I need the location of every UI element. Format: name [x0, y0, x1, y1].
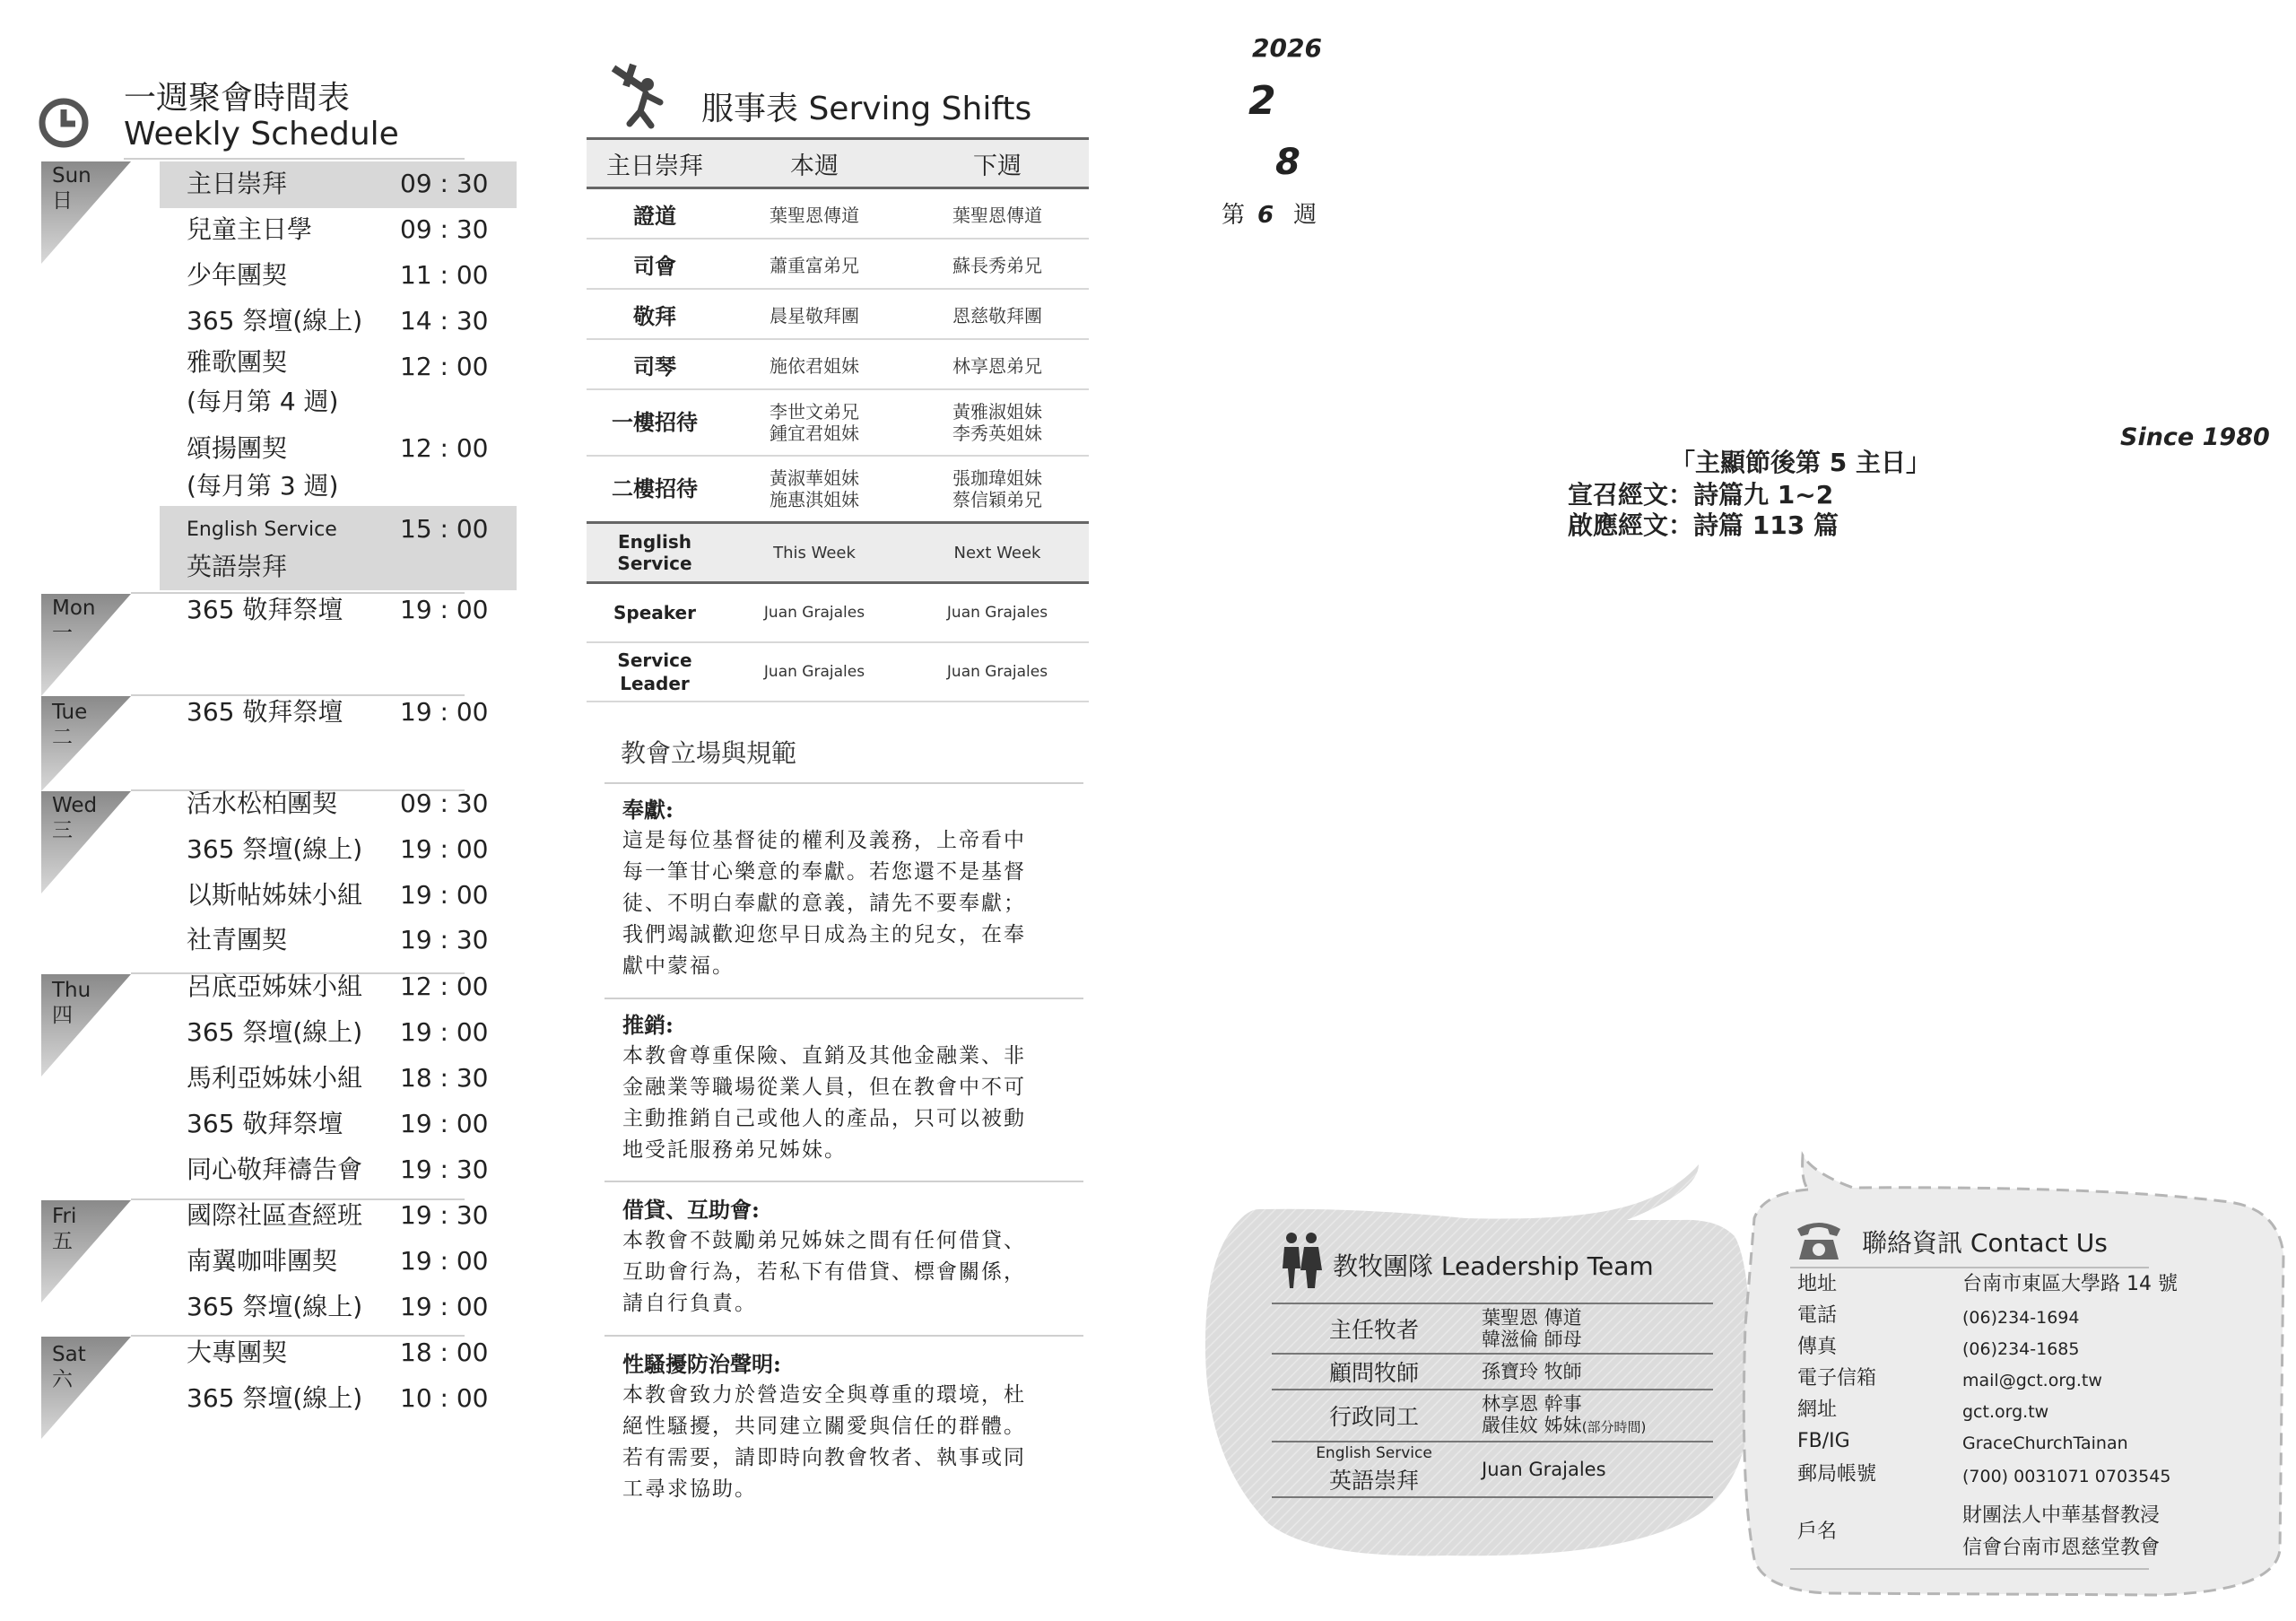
serving-en-header-row	[587, 523, 1089, 583]
leadership-table	[1272, 1303, 1713, 1498]
event-name: 365 祭壇(線上)	[187, 1292, 363, 1321]
contact-value: 信會台南市恩慈堂教會	[1962, 1537, 2161, 1559]
contact-value: (06)234-1694	[1962, 1308, 2080, 1328]
leadership-names	[1476, 1390, 1713, 1442]
policy-line: 本教會尊重保險、直銷及其他金融業、非	[622, 1044, 1026, 1068]
day-label-thu-zh: 四	[52, 1004, 73, 1027]
serving-role: 二樓招待	[587, 456, 723, 523]
leadership-role: 主任牧者	[1272, 1303, 1476, 1354]
event-time: 19 : 00	[400, 834, 489, 864]
day-label-sat-zh: 六	[52, 1368, 73, 1391]
table-row	[587, 583, 1089, 643]
serving-role: 司琴	[587, 339, 723, 389]
policy-line: 徒、不明白奉獻的意義，請先不要奉獻；	[622, 892, 1026, 915]
leader-name: 嚴佳妏 姊妹	[1482, 1415, 1582, 1436]
serving-role: 證道	[587, 188, 723, 240]
event-time: 19 : 30	[400, 925, 489, 954]
date-year: 2026	[1252, 33, 1322, 63]
serving-name: 黃雅淑姐妹	[952, 401, 1042, 423]
contact-value: (06)234-1685	[1962, 1339, 2080, 1359]
table-row	[587, 389, 1089, 456]
week-suffix: 週	[1293, 202, 1318, 229]
event-name: 社青團契	[187, 925, 288, 954]
event-name: 南翼咖啡團契	[187, 1246, 338, 1276]
day-label-thu-en: Thu	[52, 979, 91, 1002]
contact-label: 戶名	[1797, 1521, 1838, 1543]
event-time: 18 : 30	[400, 1063, 489, 1093]
event-name: 頌揚團契	[187, 433, 288, 463]
policy-body	[622, 1041, 1082, 1166]
policy-line: 本教會致力於營造安全與尊重的環境，杜	[622, 1383, 1026, 1407]
serving-title: 服事表 Serving Shifts	[701, 91, 1032, 127]
telephone-icon	[1794, 1216, 1844, 1263]
event-name: 365 祭壇(線上)	[187, 306, 363, 336]
event-time: 12 : 00	[400, 433, 489, 463]
serving-name: 李秀英姐妹	[952, 423, 1042, 444]
event-time: 19 : 00	[400, 697, 489, 727]
contact-value[interactable]: mail@gct.org.tw	[1962, 1371, 2102, 1390]
policy-rule	[604, 782, 1083, 784]
policy-line: 本教會不鼓勵弟兄姊妹之間有任何借貸、	[622, 1229, 1026, 1252]
event-name: 呂底亞姊妹小組	[187, 972, 363, 1001]
serving-name: 黃淑華姐妹	[770, 467, 859, 489]
table-row	[587, 239, 1089, 289]
leadership-role: 行政同工	[1272, 1390, 1476, 1442]
event-name: 365 敬拜祭壇	[187, 1109, 344, 1138]
serving-role: Service Leader	[587, 642, 723, 702]
table-row	[1272, 1354, 1713, 1390]
table-row	[587, 642, 1089, 702]
date-day: 8	[1275, 142, 1300, 183]
leader-name: 葉聖恩 傳道	[1482, 1307, 1582, 1329]
people-icon	[1281, 1231, 1324, 1290]
event-time: 19 : 00	[400, 595, 489, 624]
policy-line: 獻中蒙福。	[622, 954, 735, 978]
day-label-sat-en: Sat	[52, 1343, 86, 1366]
event-name: 365 敬拜祭壇	[187, 595, 344, 624]
policy-line: 互助會行為，若私下有借貸、標會關係，	[622, 1260, 1026, 1284]
table-row	[587, 188, 1089, 240]
policy-line: 我們竭誠歡迎您早日成為主的兒女，在奉	[622, 923, 1026, 946]
event-name: 雅歌團契	[187, 347, 288, 377]
policy-heading: 奉獻:	[622, 797, 674, 823]
week-prefix: 第	[1222, 202, 1246, 229]
serving-en-header: This Week	[723, 523, 906, 583]
serving-name: 蔡信穎弟兄	[952, 489, 1042, 510]
leader-note: (部分時間)	[1581, 1419, 1647, 1435]
leadership-role-en: English Service	[1316, 1444, 1432, 1462]
leader-name: 孫寶玲 牧師	[1482, 1361, 1582, 1382]
leadership-names	[1476, 1354, 1713, 1390]
serving-this-week: 施依君姐妹	[723, 339, 906, 389]
serving-name: 施惠淇姐妹	[770, 489, 859, 510]
event-name: 365 祭壇(線上)	[187, 1017, 363, 1047]
policy-line: 地受託服務弟兄姊妹。	[622, 1138, 847, 1162]
event-time: 11 : 00	[400, 260, 489, 290]
policy-line: 若有需要，請即時向教會牧者、執事或同	[622, 1446, 1026, 1469]
response-scripture: 啟應經文：詩篇 113 篇	[1568, 510, 1839, 540]
contact-value: 財團法人中華基督教浸	[1962, 1504, 2161, 1527]
serving-name: 張珈瑋姐妹	[952, 467, 1042, 489]
serving-table	[587, 137, 1089, 702]
contact-label: 地址	[1797, 1273, 1838, 1295]
serving-this-week: 蕭重富弟兄	[723, 239, 906, 289]
event-time: 14 : 30	[400, 306, 489, 336]
clock-icon	[38, 97, 90, 149]
table-row	[587, 339, 1089, 389]
event-name: 國際社區查經班	[187, 1200, 363, 1230]
date-week	[1222, 199, 1317, 231]
date-month: 2	[1248, 78, 1276, 124]
event-time: 19 : 00	[400, 880, 489, 910]
event-time: 09 : 30	[400, 214, 489, 244]
day-label-sun-en: Sun	[52, 164, 91, 187]
event-time: 18 : 00	[400, 1338, 489, 1367]
event-time: 10 : 00	[400, 1383, 489, 1413]
event-time: 09 : 30	[400, 789, 489, 818]
contact-rule	[1790, 1568, 2149, 1570]
table-row	[1272, 1442, 1713, 1497]
policy-body	[622, 1225, 1082, 1320]
event-name: 365 祭壇(線上)	[187, 834, 363, 864]
contact-value: (700) 0031071 0703545	[1962, 1467, 2171, 1486]
day-label-mon-en: Mon	[52, 597, 96, 620]
serving-role: Speaker	[587, 583, 723, 643]
policy-line: 請自行負責。	[622, 1292, 757, 1315]
table-row	[1272, 1390, 1713, 1442]
event-name: 365 祭壇(線上)	[187, 1383, 363, 1413]
policy-line: 每一筆甘心樂意的奉獻。若您還不是基督	[622, 860, 1026, 884]
table-row	[587, 456, 1089, 523]
leadership-names	[1476, 1303, 1713, 1354]
contact-value: 台南市東區大學路 14 號	[1962, 1273, 2178, 1295]
event-time: 12 : 00	[400, 352, 489, 381]
serving-this-week: 葉聖恩傳道	[723, 188, 906, 240]
serving-header: 主日崇拜	[587, 139, 723, 188]
policy-line: 工尋求協助。	[622, 1477, 757, 1501]
serving-header: 下週	[906, 139, 1089, 188]
contact-value: GraceChurchTainan	[1962, 1434, 2128, 1453]
day-label-tue-en: Tue	[52, 701, 88, 724]
serving-this-week: 晨星敬拜團	[723, 289, 906, 339]
day-label-tue-zh: 二	[52, 726, 73, 749]
policy-heading: 推銷:	[622, 1012, 674, 1038]
day-label-fri-en: Fri	[52, 1205, 77, 1228]
event-name: 以斯帖姊妹小組	[187, 880, 363, 910]
event-time: 19 : 00	[400, 1292, 489, 1321]
event-time: 09 : 30	[400, 169, 489, 198]
policy-title: 教會立場與規範	[621, 738, 797, 768]
policy-heading: 借貸、互助會:	[622, 1197, 760, 1223]
leadership-role: 顧問牧師	[1272, 1354, 1476, 1390]
serving-role: 敬拜	[587, 289, 723, 339]
serving-header-row	[587, 139, 1089, 188]
day-label-fri-zh: 五	[52, 1230, 73, 1253]
event-time: 19 : 00	[400, 1246, 489, 1276]
day-label-sun-zh: 日	[52, 189, 73, 213]
policy-line: 金融業等職場從業人員，但在教會中不可	[622, 1076, 1026, 1099]
serving-name: 李世文弟兄	[770, 401, 859, 423]
sermon-title: 「主顯節後第 5 主日」	[1670, 448, 1931, 477]
leadership-role-zh: 英語崇拜	[1328, 1468, 1419, 1494]
event-time: 12 : 00	[400, 972, 489, 1001]
serving-next-week: 葉聖恩傳道	[906, 188, 1089, 240]
serving-role: 一樓招待	[587, 389, 723, 456]
contact-label: 網址	[1797, 1399, 1838, 1421]
contact-label: 郵局帳號	[1797, 1463, 1877, 1486]
serving-next-week: Juan Grajales	[906, 642, 1089, 702]
since-label: Since 1980	[2120, 423, 2270, 451]
policy-rule	[604, 1181, 1083, 1182]
event-name: 主日崇拜	[187, 169, 288, 198]
event-note: (每月第 4 週)	[187, 387, 339, 416]
day-label-mon-zh: 一	[52, 622, 73, 645]
serving-en-header: English Service	[587, 523, 723, 583]
policy-rule	[604, 998, 1083, 999]
schedule-title-en: Weekly Schedule	[124, 116, 399, 153]
policy-body	[622, 825, 1082, 982]
leadership-title: 教牧團隊 Leadership Team	[1333, 1251, 1654, 1281]
contact-label: 電子信箱	[1797, 1367, 1877, 1390]
contact-label: FB/IG	[1797, 1430, 1850, 1452]
event-name: 365 敬拜祭壇	[187, 697, 344, 727]
leader-name: 林享恩 幹事	[1482, 1393, 1582, 1415]
serving-next-week: 蘇長秀弟兄	[906, 239, 1089, 289]
serving-this-week: Juan Grajales	[723, 583, 906, 643]
leadership-role	[1272, 1442, 1476, 1497]
serving-en-header: Next Week	[906, 523, 1089, 583]
event-name: 大專團契	[187, 1338, 288, 1367]
contact-label: 傳真	[1797, 1336, 1838, 1358]
serving-header: 本週	[723, 139, 906, 188]
event-name: 同心敬拜禱告會	[187, 1155, 363, 1184]
event-name: 少年團契	[187, 260, 288, 290]
call-scripture: 宣召經文：詩篇九 1~2	[1568, 480, 1834, 510]
serving-next-week: Juan Grajales	[906, 583, 1089, 643]
serving-this-week	[723, 456, 906, 523]
event-name: 兒童主日學	[187, 214, 313, 244]
policy-rule	[604, 1335, 1083, 1337]
event-name: 活水松柏團契	[187, 789, 338, 818]
event-name-en: English Service	[187, 519, 337, 541]
serving-this-week: Juan Grajales	[723, 642, 906, 702]
event-note: (每月第 3 週)	[187, 471, 339, 501]
table-row	[587, 289, 1089, 339]
serving-role: 司會	[587, 239, 723, 289]
policy-line: 主動推銷自己或他人的產品，只可以被動	[622, 1107, 1026, 1130]
day-label-wed-en: Wed	[52, 794, 98, 817]
event-time: 15 : 00	[400, 514, 489, 544]
schedule-title-rule	[124, 158, 465, 160]
schedule-title-zh: 一週聚會時間表	[124, 80, 351, 117]
cross-bearer-icon	[606, 59, 678, 131]
event-time: 19 : 30	[400, 1200, 489, 1230]
leader-name: 韓滋倫 師母	[1482, 1329, 1582, 1350]
week-number: 6	[1257, 202, 1274, 229]
serving-next-week: 恩慈敬拜團	[906, 289, 1089, 339]
event-name: 英語崇拜	[187, 552, 288, 581]
event-time: 19 : 30	[400, 1155, 489, 1184]
policy-line: 絕性騷擾，共同建立關愛與信任的群體。	[622, 1415, 1026, 1438]
serving-next-week	[906, 456, 1089, 523]
policy-heading: 性騷擾防治聲明:	[622, 1351, 781, 1377]
policy-body	[622, 1380, 1082, 1505]
leadership-names	[1476, 1442, 1713, 1497]
event-name: 馬利亞姊妹小組	[187, 1063, 363, 1093]
serving-next-week: 林享恩弟兄	[906, 339, 1089, 389]
serving-next-week	[906, 389, 1089, 456]
contact-title: 聯絡資訊 Contact Us	[1862, 1228, 2108, 1258]
policy-line: 這是每位基督徒的權利及義務，上帝看中	[622, 829, 1026, 852]
day-label-wed-zh: 三	[52, 819, 73, 842]
serving-this-week	[723, 389, 906, 456]
table-row	[1272, 1303, 1713, 1354]
event-time: 19 : 00	[400, 1017, 489, 1047]
event-time: 19 : 00	[400, 1109, 489, 1138]
contact-label: 電話	[1797, 1304, 1838, 1327]
contact-value[interactable]: gct.org.tw	[1962, 1402, 2049, 1422]
leader-name: Juan Grajales	[1482, 1459, 1606, 1480]
contact-rule	[1790, 1267, 2149, 1268]
serving-name: 鍾宜君姐妹	[770, 423, 859, 444]
